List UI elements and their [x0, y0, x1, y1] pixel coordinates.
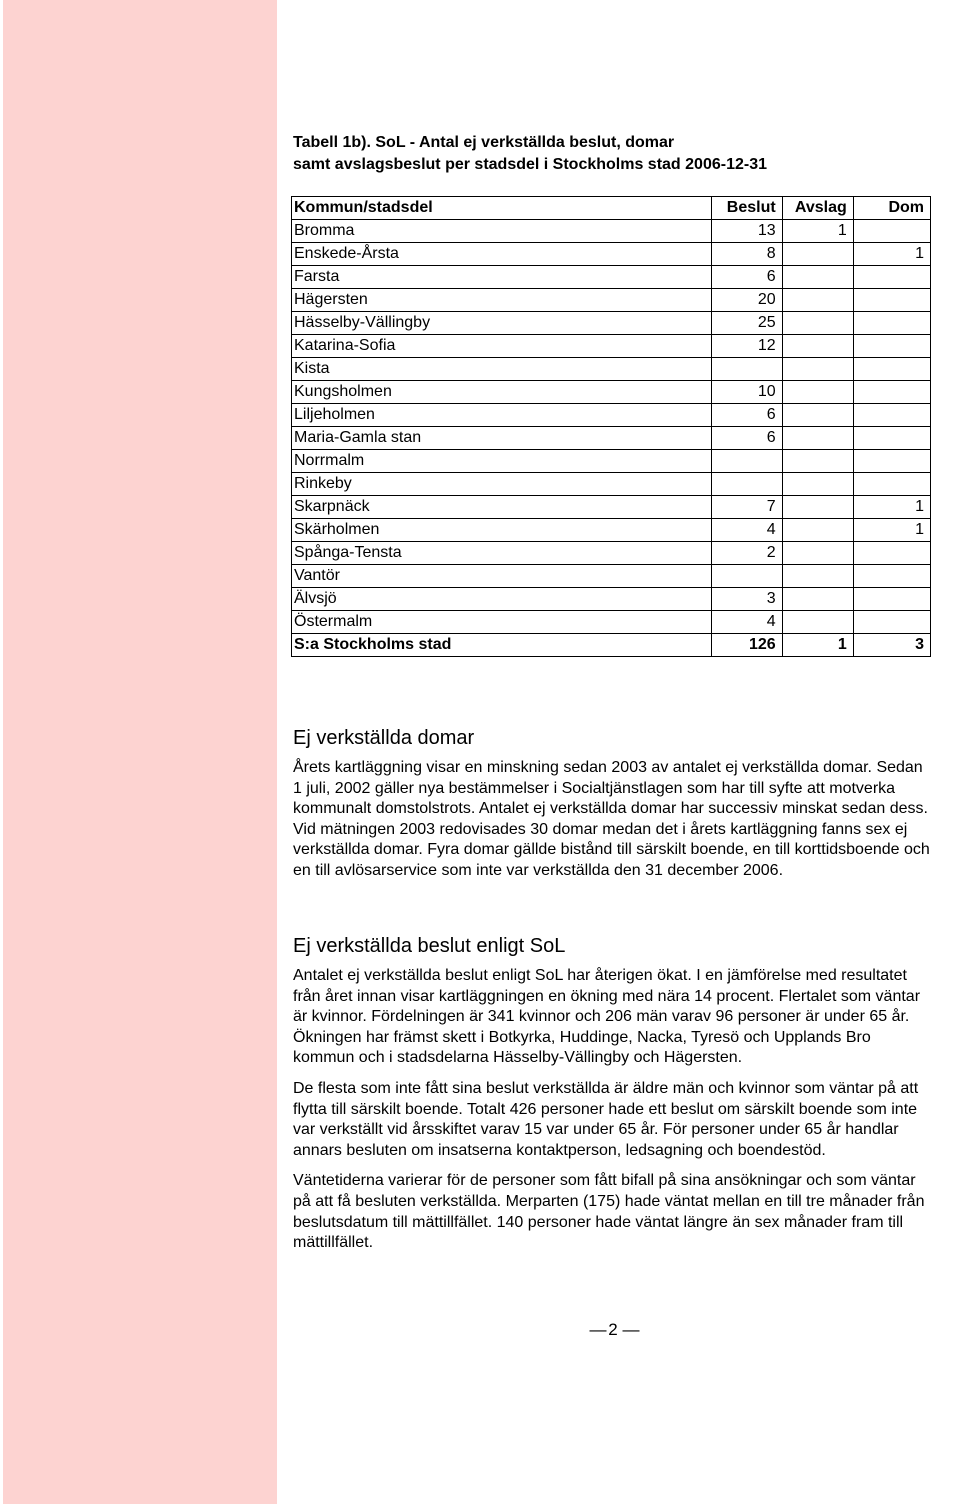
cell-kommun: Skärholmen [292, 519, 712, 542]
cell-kommun: Rinkeby [292, 473, 712, 496]
section-heading: Ej verkställda domar [293, 727, 475, 749]
table-title-line-1: Tabell 1b). SoL - Antal ej verkställda beslut, domar [293, 134, 675, 151]
cell-avslag [782, 427, 853, 450]
paragraph: Väntetiderna varierar för de personer som fått bifall på sina ansökningar och som väntar på att få besluten verkställda. Merparten (175) hade väntat mellan en till tre månader från beslutsdatum till mättillfället. 140 personer hade väntat längre än sex månader fram till mättillfället. [293, 1172, 925, 1252]
cell-kommun: Kungsholmen [292, 381, 712, 404]
table-row [292, 427, 931, 450]
cell-beslut: 4 [711, 611, 782, 634]
cell-kommun: Norrmalm [292, 450, 712, 473]
cell-dom [853, 358, 930, 381]
table-row [292, 588, 931, 611]
cell-beslut: 4 [711, 519, 782, 542]
cell-avslag [782, 289, 853, 312]
table-row [292, 335, 931, 358]
footer-dash: — [622, 1320, 640, 1339]
cell-beslut: 20 [711, 289, 782, 312]
cell-dom [853, 588, 930, 611]
cell-dom [853, 266, 930, 289]
cell-kommun: Vantör [292, 565, 712, 588]
header-avslag: Avslag [782, 197, 853, 220]
cell-avslag: 1 [782, 634, 853, 657]
cell-beslut: 6 [711, 266, 782, 289]
header-kommun: Kommun/stadsdel [292, 197, 712, 220]
cell-beslut: 10 [711, 381, 782, 404]
cell-kommun: Kista [292, 358, 712, 381]
cell-avslag [782, 588, 853, 611]
table-row [292, 358, 931, 381]
table-row [292, 473, 931, 496]
table-row [292, 381, 931, 404]
cell-dom [853, 427, 930, 450]
cell-beslut: 6 [711, 427, 782, 450]
cell-beslut: 3 [711, 588, 782, 611]
header-beslut: Beslut [711, 197, 782, 220]
cell-avslag [782, 243, 853, 266]
cell-dom [853, 312, 930, 335]
cell-avslag [782, 473, 853, 496]
cell-dom [853, 381, 930, 404]
footer-dash: — [589, 1320, 607, 1339]
header-dom: Dom [853, 197, 930, 220]
cell-kommun: Skarpnäck [292, 496, 712, 519]
cell-dom [853, 611, 930, 634]
table-row [292, 266, 931, 289]
table-title [293, 132, 933, 176]
table-row [292, 312, 931, 335]
cell-dom: 3 [853, 634, 930, 657]
cell-beslut [711, 450, 782, 473]
cell-dom [853, 450, 930, 473]
cell-kommun: Bromma [292, 220, 712, 243]
cell-dom: 1 [853, 496, 930, 519]
section-heading: Ej verkställda beslut enligt SoL [293, 935, 566, 957]
cell-avslag [782, 266, 853, 289]
table-header-row [292, 197, 931, 220]
cell-avslag [782, 450, 853, 473]
cell-dom: 1 [853, 243, 930, 266]
table-row [292, 611, 931, 634]
cell-kommun: S:a Stockholms stad [292, 634, 712, 657]
table-title-line-2: samt avslagsbeslut per stadsdel i Stockholms stad 2006-12-31 [293, 156, 767, 173]
cell-kommun: Hässelby-Vällingby [292, 312, 712, 335]
paragraph: Antalet ej verkställda beslut enligt SoL har återigen ökat. I en jämförelse med resultatet från året innan visar kartläggningen en ökning med nära 14 procent. Flertalet som väntar är kvinnor. Fördelningen är 341 kvinnor och 206 män varav 96 personer är under 65 år. Ökningen har främst skett i Botkyrka, Huddinge, Nacka, Tyresö och Upplands Bro kommun och i stadsdelarna Hässelby-Vällingby och Hägersten. [293, 967, 921, 1067]
cell-avslag [782, 611, 853, 634]
cell-kommun: Östermalm [292, 611, 712, 634]
cell-beslut [711, 565, 782, 588]
table-row [292, 220, 931, 243]
cell-dom [853, 335, 930, 358]
cell-dom [853, 404, 930, 427]
cell-beslut [711, 358, 782, 381]
cell-kommun: Spånga-Tensta [292, 542, 712, 565]
cell-beslut: 6 [711, 404, 782, 427]
page-number: 2 [608, 1320, 618, 1339]
table-row [292, 519, 931, 542]
cell-kommun: Hägersten [292, 289, 712, 312]
decorative-sidebar [3, 0, 277, 1504]
section-domar [293, 726, 933, 892]
cell-kommun: Älvsjö [292, 588, 712, 611]
cell-avslag [782, 312, 853, 335]
cell-beslut: 12 [711, 335, 782, 358]
cell-avslag [782, 358, 853, 381]
cell-dom [853, 473, 930, 496]
table-row [292, 404, 931, 427]
cell-avslag [782, 496, 853, 519]
cell-beslut: 7 [711, 496, 782, 519]
cell-avslag [782, 381, 853, 404]
cell-avslag [782, 335, 853, 358]
table-row [292, 243, 931, 266]
table-row [292, 450, 931, 473]
cell-avslag [782, 542, 853, 565]
cell-dom [853, 565, 930, 588]
cell-kommun: Farsta [292, 266, 712, 289]
cell-beslut: 13 [711, 220, 782, 243]
cell-beslut: 126 [711, 634, 782, 657]
paragraph: Årets kartläggning visar en minskning sedan 2003 av antalet ej verkställda domar. Sedan 1 juli, 2002 gäller nya bestämmelser i Socialtjänstlagen som har till syfte att motverka kommunalt domstolstrots. Antalet ej verkställda domar har successiv minskat sedan dess. Vid mätningen 2003 redovisades 30 domar medan det i årets kartläggning fanns sex ej verkställda domar. Fyra domar gällde bistånd till särskilt boende, en till korttidsboende och en till avlösarservice som inte var verkställda den 31 december 2006. [293, 759, 930, 879]
paragraph: De flesta som inte fått sina beslut verkställda är äldre män och kvinnor som väntar på att flytta till särskilt boende. Totalt 426 personer hade ett beslut om särskilt boende som inte var verkställt vid årsskiftet varav 15 var under 65 år. För personer under 65 år handlar annars besluten om insatserna kontaktperson, ledsagning och boendestöd. [293, 1079, 919, 1159]
page-footer [578, 1318, 648, 1342]
cell-avslag: 1 [782, 220, 853, 243]
cell-dom [853, 220, 930, 243]
cell-beslut: 25 [711, 312, 782, 335]
statistics-table [291, 196, 931, 657]
page-content [293, 132, 933, 1252]
cell-dom [853, 289, 930, 312]
table-row [292, 496, 931, 519]
cell-beslut: 2 [711, 542, 782, 565]
section-beslut [293, 934, 933, 1264]
cell-dom: 1 [853, 519, 930, 542]
cell-kommun: Liljeholmen [292, 404, 712, 427]
cell-kommun: Katarina-Sofia [292, 335, 712, 358]
table-row [292, 565, 931, 588]
table-total-row [292, 634, 931, 657]
cell-avslag [782, 565, 853, 588]
table-row [292, 289, 931, 312]
cell-dom [853, 542, 930, 565]
cell-kommun: Enskede-Årsta [292, 243, 712, 266]
cell-avslag [782, 519, 853, 542]
table-row [292, 542, 931, 565]
cell-beslut: 8 [711, 243, 782, 266]
cell-kommun: Maria-Gamla stan [292, 427, 712, 450]
cell-beslut [711, 473, 782, 496]
cell-avslag [782, 404, 853, 427]
